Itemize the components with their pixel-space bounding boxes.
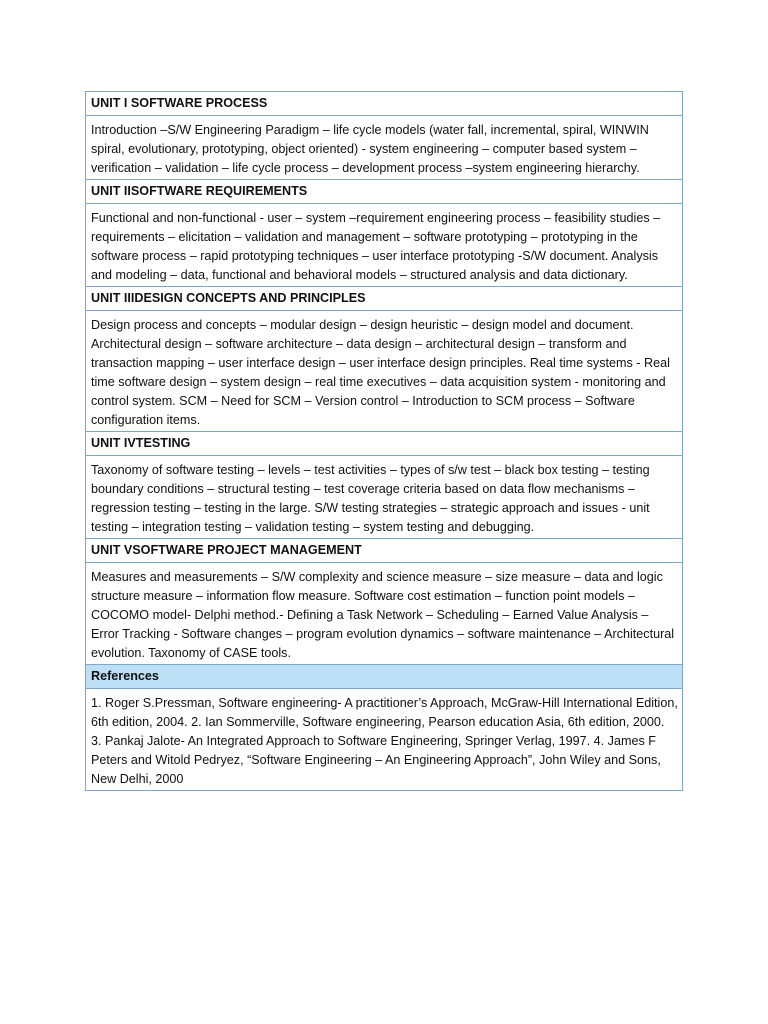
unit-4-content: Taxonomy of software testing – levels – test activities – types of s/w test – black box testing – testing boundary conditions – structural testing – test coverage criteria based on data flow mechanisms – regression testing – testing in the large. S/W testing strategies – strategic approach and issues - unit testing – integration testing – validation testing – system testing and debugging. [86, 456, 683, 539]
unit-4-content-row [86, 456, 683, 539]
unit-1-content-row [86, 116, 683, 180]
unit-5-heading-row [86, 539, 683, 563]
unit-5-content-row [86, 563, 683, 665]
references-heading: References [86, 665, 683, 689]
unit-5-heading: UNIT VSOFTWARE PROJECT MANAGEMENT [86, 539, 683, 563]
unit-2-heading: UNIT IISOFTWARE REQUIREMENTS [86, 180, 683, 204]
references-content-row [86, 689, 683, 791]
unit-1-content: Introduction –S/W Engineering Paradigm – life cycle models (water fall, incremental, spiral, WINWIN spiral, evolutionary, prototyping, object oriented) - system engineering – computer based system – verification – validation – life cycle process – development process –system engineering hierarchy. [86, 116, 683, 180]
unit-2-content-row [86, 204, 683, 287]
unit-3-content: Design process and concepts – modular design – design heuristic – design model and document. Architectural design – software architecture – data design – architectural design – transform and transaction mapping – user interface design – user interface design principles. Real time systems - Real time software design – system design – real time executives – data acquisition system - monitoring and control system. SCM – Need for SCM – Version control – Introduction to SCM process – Software configuration items. [86, 311, 683, 432]
references-heading-row [86, 665, 683, 689]
unit-1-heading: UNIT I SOFTWARE PROCESS [86, 92, 683, 116]
unit-2-content: Functional and non-functional - user – system –requirement engineering process – feasibility studies – requirements – elicitation – validation and management – software prototyping – prototyping in the software process – rapid prototyping techniques – user interface prototyping -S/W document. Analysis and modeling – data, functional and behavioral models – structured analysis and data dictionary. [86, 204, 683, 287]
unit-4-heading-row [86, 432, 683, 456]
unit-1-heading-row [86, 92, 683, 116]
unit-2-heading-row [86, 180, 683, 204]
references-content: 1. Roger S.Pressman, Software engineering- A practitioner’s Approach, McGraw-Hill International Edition, 6th edition, 2004. 2. Ian Sommerville, Software engineering, Pearson education Asia, 6th edition, 2000. 3. Pankaj Jalote- An Integrated Approach to Software Engineering, Springer Verlag, 1997. 4. James F Peters and Witold Pedryez, “Software Engineering – An Engineering Approach”, John Wiley and Sons, New Delhi, 2000 [86, 689, 683, 791]
syllabus-table [85, 91, 683, 791]
unit-3-heading: UNIT IIIDESIGN CONCEPTS AND PRINCIPLES [86, 287, 683, 311]
unit-3-content-row [86, 311, 683, 432]
unit-3-heading-row [86, 287, 683, 311]
unit-4-heading: UNIT IVTESTING [86, 432, 683, 456]
unit-5-content: Measures and measurements – S/W complexity and science measure – size measure – data and logic structure measure – information flow measure. Software cost estimation – function point models – COCOMO model- Delphi method.- Defining a Task Network – Scheduling – Earned Value Analysis – Error Tracking - Software changes – program evolution dynamics – software maintenance – Architectural evolution. Taxonomy of CASE tools. [86, 563, 683, 665]
